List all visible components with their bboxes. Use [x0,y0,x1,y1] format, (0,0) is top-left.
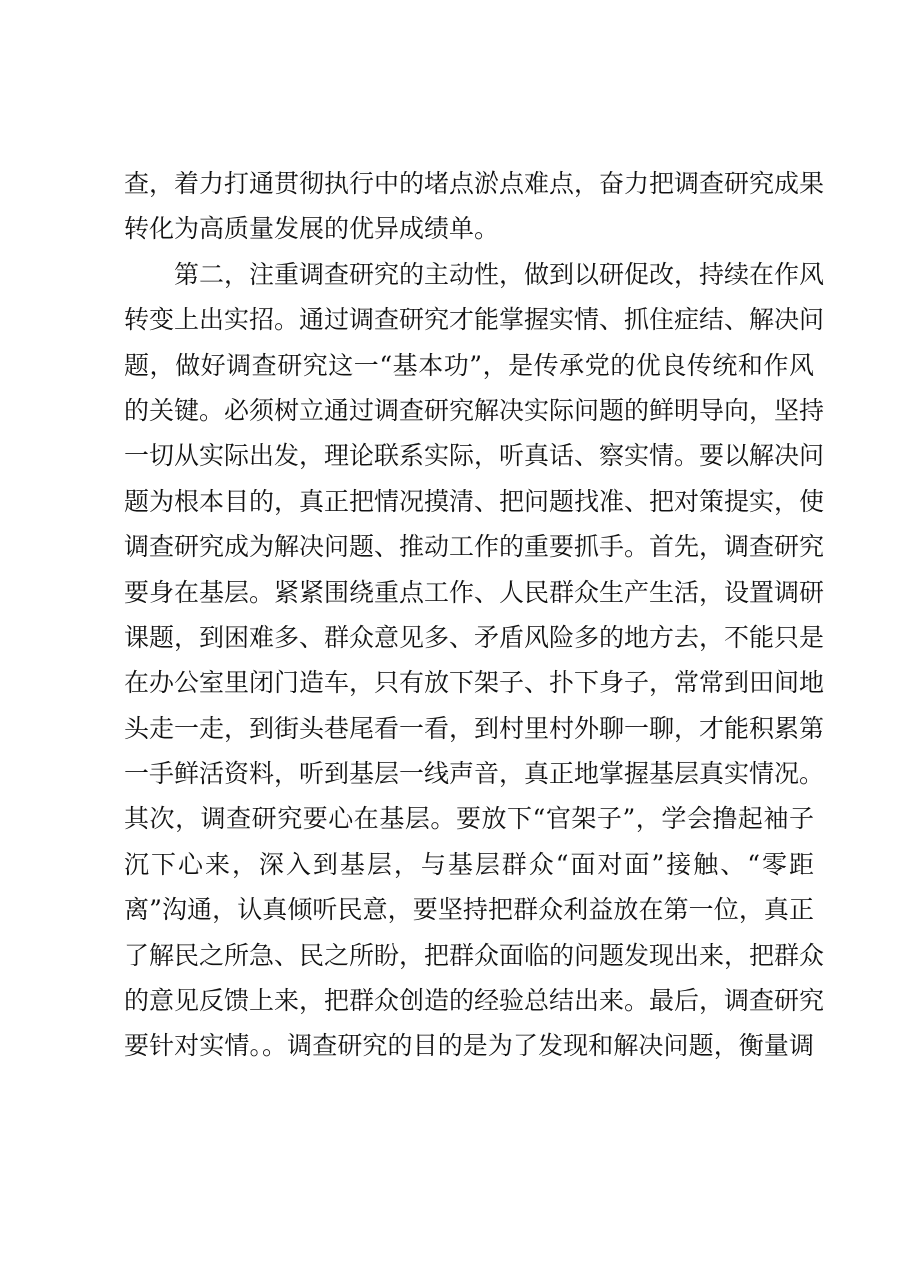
text-line: 的关键。必须树立通过调查研究解决实际问题的鲜明导向，坚持 [124,395,825,425]
text-line: 要针对实情。。调查研究的目的是为了发现和解决问题，衡量调 [124,1031,814,1061]
text-line: 的意见反馈上来，把群众创造的经验总结出来。最后，调查研究 [124,986,825,1016]
text-line: 其次，调查研究要心在基层。要放下“官架子”，学会撸起袖子 [124,804,814,834]
text-line: 题，做好调查研究这一“基本功”，是传承党的优良传统和作风 [124,350,814,380]
text-line: 要身在基层。紧紧围绕重点工作、人民群众生产生活，设置调研 [124,577,825,607]
text-line: 查，着力打通贯彻执行中的堵点淤点难点，奋力把调查研究成果 [124,169,825,198]
text-line: 课题，到困难多、群众意见多、矛盾风险多的地方去，不能只是 [124,622,825,652]
text-line: 调查研究成为解决问题、推动工作的重要抓手。首先，调查研究 [124,532,825,562]
paragraph-start-line: 第二，注重调查研究的主动性，做到以研促改，持续在作风 [174,259,825,289]
text-line: 转变上出实招。通过调查研究才能掌握实情、抓住症结、解决问 [124,305,825,335]
text-line: 在办公室里闭门造车，只有放下架子、扑下身子，常常到田间地 [124,668,825,698]
text-line: 一手鲜活资料，听到基层一线声音，真正地掌握基层真实情况。 [124,759,825,789]
text-line: 了解民之所急、民之所盼，把群众面临的问题发现出来，把群众 [124,940,825,970]
text-line: 一切从实际出发，理论联系实际，听真话、察实情。要以解决问 [124,441,825,471]
text-line: 转化为高质量发展的优异成绩单。 [124,214,500,244]
body-text [124,161,825,1069]
text-line: 头走一走，到街头巷尾看一看，到村里村外聊一聊，才能积累第 [124,713,825,743]
text-line: 沉下心来，深入到基层，与基层群众“面对面”接触、“零距 [124,849,814,879]
text-line: 离”沟通，认真倾听民意，要坚持把群众利益放在第一位，真正 [124,895,814,925]
text-line: 题为根本目的，真正把情况摸清、把问题找准、把对策提实，使 [124,486,825,516]
